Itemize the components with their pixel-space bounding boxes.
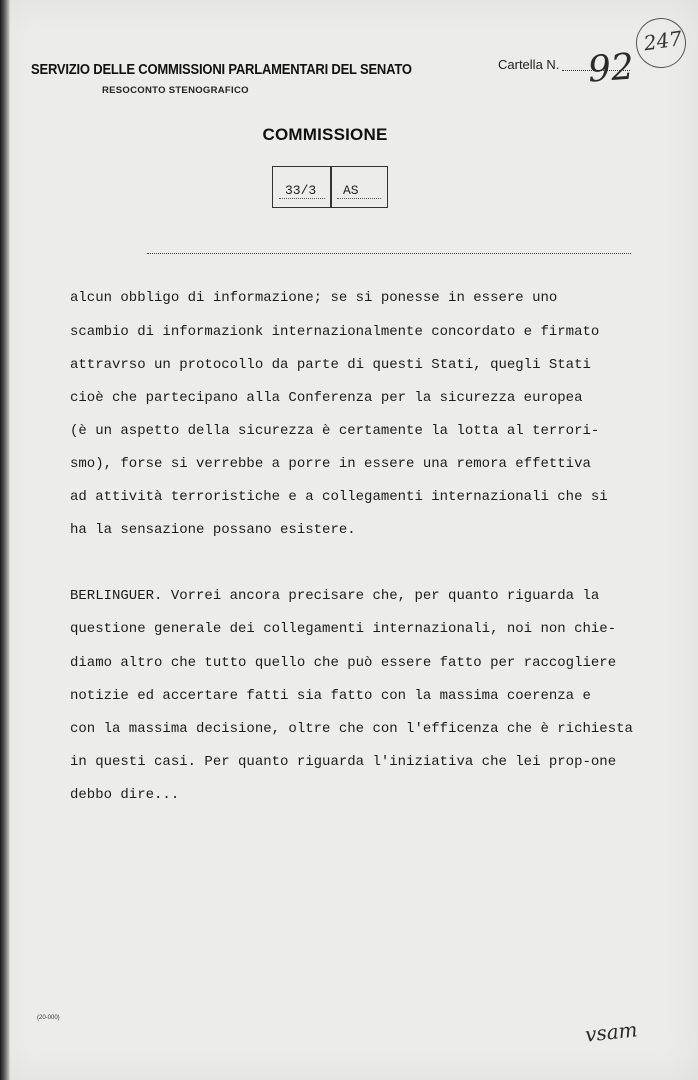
page-number-stamp <box>633 15 689 71</box>
text-line: (è un aspetto della sicurezza è certamente la lotta al terrori- <box>70 423 600 439</box>
section-title: COMMISSIONE <box>262 125 388 144</box>
cartella-number: 92 <box>586 46 636 91</box>
text-line: questione generale dei collegamenti internazionali, noi non chie- <box>70 621 617 637</box>
text-line: diamo altro che tutto quello che può essere fatto per raccogliere <box>70 655 617 671</box>
text-line: BERLINGUER. Vorrei ancora precisare che, per quanto riguarda la <box>70 588 600 604</box>
text-line: in questi casi. Per quanto riguarda l'iniziativa che lei prop-one <box>70 754 617 770</box>
text-line: notizie ed accertare fatti sia fatto con la massima coerenza e <box>70 688 591 704</box>
page-number: 247 <box>642 26 684 56</box>
dotted-line <box>337 198 381 199</box>
header-subtitle: RESOCONTO STENOGRAFICO <box>102 85 249 96</box>
cartella-label: Cartella N. <box>498 57 560 72</box>
box-divider <box>330 167 332 207</box>
text-line: ad attività terroristiche e a collegamenti internazionali che si <box>70 489 608 505</box>
document-initials: AS <box>343 183 359 198</box>
dotted-line <box>279 198 325 199</box>
text-line: scambio di informazionk internazionalmente concordato e firmato <box>70 324 600 340</box>
text-line: cioè che partecipano alla Conferenza per la sicurezza europea <box>70 390 583 406</box>
text-line: smo), forse si verrebbe a porre in essere una remora effettiva <box>70 456 591 472</box>
footer-code: (20-000) <box>37 1015 60 1021</box>
document-code: 33/3 <box>285 183 317 198</box>
text-line: con la massima decisione, oltre che con l'efficenza che è richiesta <box>70 721 633 737</box>
handwritten-signature: vsam <box>583 1017 639 1047</box>
document-code-box <box>272 166 388 208</box>
text-line: debbo dire... <box>70 787 180 803</box>
text-line: ha la sensazione possano esistere. <box>70 522 356 538</box>
text-line: attravrso un protocollo da parte di questi Stati, quegli Stati <box>70 357 591 373</box>
text-line: alcun obbligo di informazione; se si ponesse in essere uno <box>70 290 558 306</box>
header-title: SERVIZIO DELLE COMMISSIONI PARLAMENTARI DEL SENATO <box>31 60 412 78</box>
separator-line <box>147 253 631 254</box>
scan-edge <box>0 0 10 1080</box>
